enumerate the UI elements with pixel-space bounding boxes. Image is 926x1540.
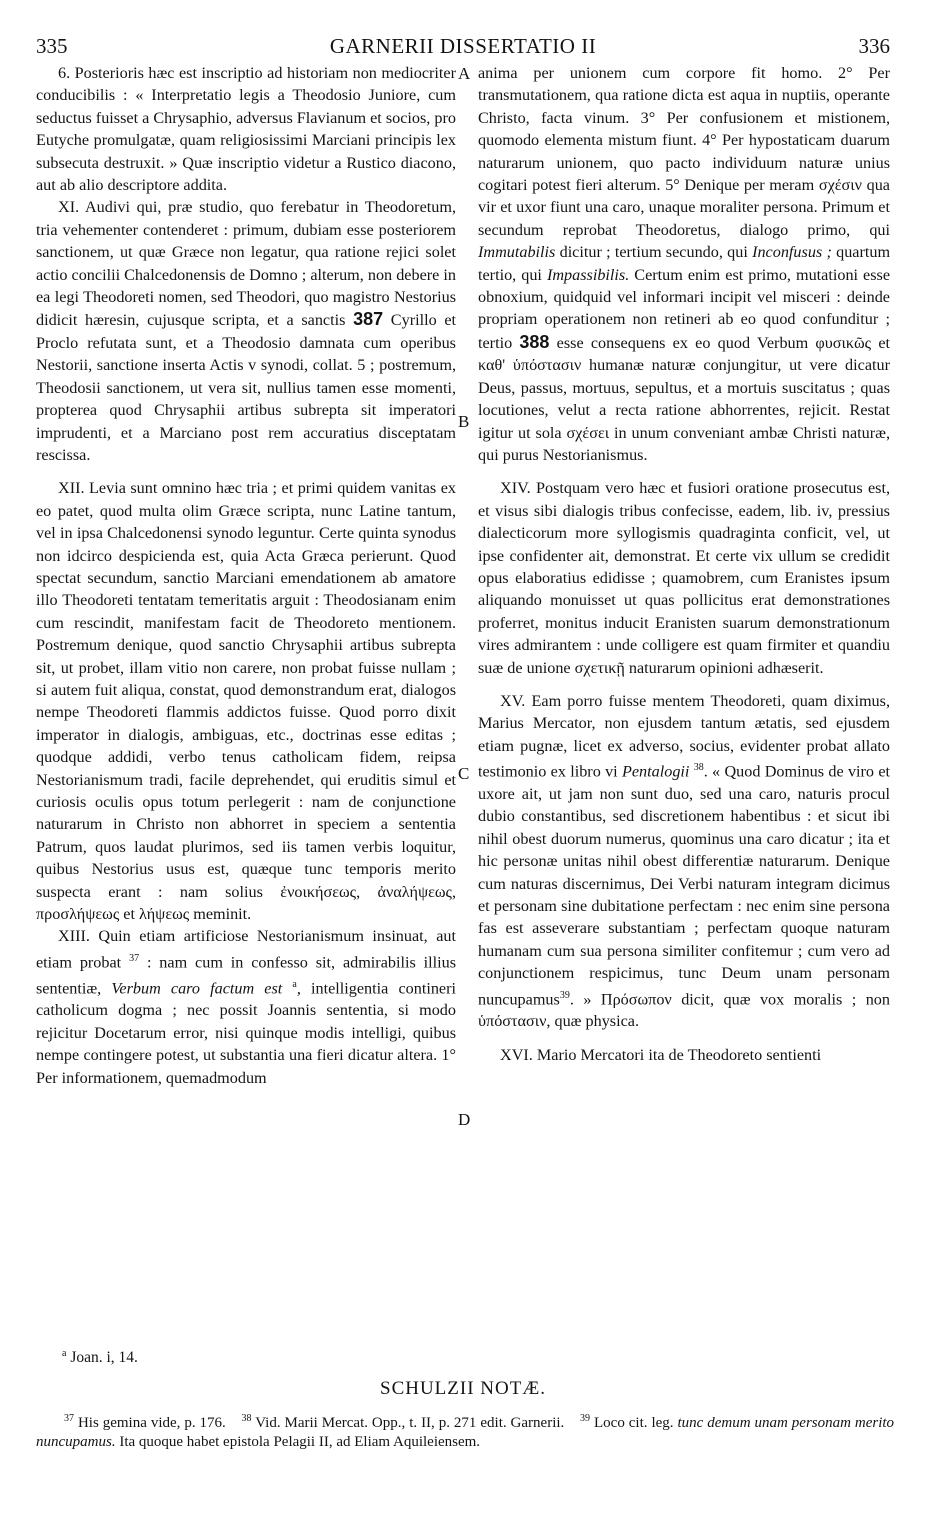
notes-text [36, 1409, 894, 1452]
margin-letter-a: A [458, 64, 471, 83]
footnote-mark: a [62, 1348, 67, 1359]
note-mark-39: 39 [580, 1413, 591, 1424]
page-header [36, 34, 890, 60]
left-page-number: 335 [36, 34, 68, 58]
footnote [62, 1348, 138, 1367]
paragraph-text: anima per unionem cum corpore fit homo. 2° Per transmutationem, qua ratione dicta est aqua in nuptiis, operante Christo, facta vinum. 3° Per confusionem et mistionem, quomodo elementa mistum fiunt. 4° Per hypostaticam duarum naturarum unionem, quo pacto individuum naturæ unius cogitari potest fieri alterum. 5° Denique per meram σχέσιν qua vir et uxor fiunt una caro, unaque moraliter persona. Primum et secundum reprobat Theodoretus, dialogo primo, qui [478, 64, 890, 239]
italic-quote: Verbum caro factum est [111, 979, 283, 998]
paragraph-text: : nam cum in confesso sit, admirabilis illius sententiæ, [36, 953, 457, 998]
paragraph-6: 6. Posterioris hæc est inscriptio ad historiam non mediocriter conducibilis : « Interpretatio legis a Theodosio Juniore, cum seductus fuisset a Chrysaphio, adversus Flavianum et socios, pro Eutyche promulgatæ, quam religiosissimi Marciani principis lex subsecuta destruxit. » Quæ inscriptio videtur a Rustico diacono, aut ab alio descriptore addita. [36, 64, 456, 195]
notes-heading: SCHULZII NOTÆ. [380, 1378, 546, 1399]
paragraph-xiv: XIV. Postquam vero hæc et fusiori oratione prosecutus est, et visus sibi dialogis tribus confecisse, eadem, lib. iv, pressius dialecticorum more syllogismis quadraginta conficit, vel, ut ipse confidenter ait, demonstrat. Et certe vix ullum se credidit opus elaboratius edidisse ; quamobrem, cum Eranistes ipsum aliquando monuisset ut quas pollicitus erat demonstrationes proferret, monitus inducit Eranisten suarum demonstrationum vires admirantem : unde colligere est quam firmiter et quandiu suæ de unione σχετικῇ naturarum opinioni adhæserit. [478, 479, 890, 677]
paragraph-text: XV. Eam porro fuisse mentem Theodoreti, quam diximus, Marius Mercator, non ejusdem tantum ætatis, sed ejusdem etiam pugnæ, licet ex adverso, socius, evidenter probat allato testimonio ex libro vi [478, 691, 890, 781]
column-number-388: 388 [519, 331, 550, 352]
footnote-text: Joan. i, 14. [70, 1349, 138, 1367]
right-column [478, 62, 890, 1066]
note-39: Loco cit. leg. [594, 1415, 674, 1431]
italic-title: Immutabilis [478, 243, 556, 262]
note-37: His gemina vide, p. 176. [77, 1415, 226, 1431]
right-page-number: 336 [858, 34, 890, 58]
paragraph-xiii [36, 925, 456, 1089]
paragraph-text: esse consequens ex eo quod Verbum φυσικῶς et καθ' ὑπόστασιν humanæ naturæ conjungitur, ut vere dicatur Deus, passus, mortuus, sepultus, et a mortuis suscitatus ; quas locutiones, velut a recta ratione abhorrentes, rejicit. Restat igitur ut sola σχέσει in unum conveniant ambæ Christi naturæ, qui purus Nestorianismus. [478, 333, 890, 464]
margin-letter-b: B [458, 412, 470, 431]
note-38: Vid. Marii Mercat. Opp., t. II, p. 271 edit. Garnerii. [255, 1415, 565, 1431]
margin-letter-c: C [458, 764, 470, 783]
paragraph-text: Certum enim est primo, mutationi esse obnoxium, quidquid vel informari incipit vel misceri : deinde propriam operationem non retineri ab eo quod confunditur ; tertio [478, 265, 891, 352]
left-column [36, 62, 456, 1089]
note-39-italic: tunc demum unam personam merito nuncupamus. [36, 1415, 895, 1450]
margin-letter-d: D [458, 1110, 471, 1129]
note-ref-37[interactable]: 37 [129, 952, 140, 964]
note-mark-38: 38 [241, 1413, 252, 1424]
paragraph-text: XI. Audivi qui, præ studio, quo ferebatur in Theodoretum, tria vehementer contenderet : primum, dubiam esse posteriorem sanctionem, ut quæ Græce non legatur, qua ratione rejici solet actio concilii Chalcedonensis de Domno ; alterum, non debere in ea legi Theodoreti nomen, sed Theodori, quo magistro Nestorius didicit hæresin, cujusque scripta, et a sanctis [36, 198, 456, 330]
paragraph-xi [36, 196, 456, 466]
footnote-ref-a[interactable]: a [292, 978, 297, 990]
note-39-cont: Ita quoque habet epistola Pelagii II, ad Eliam Aquileiensem. [119, 1434, 481, 1450]
column-number-387: 387 [353, 309, 384, 330]
note-ref-38[interactable]: 38 [693, 762, 704, 774]
italic-title: Impassibilis. [546, 265, 630, 284]
italic-title: Pentalogii [621, 762, 690, 781]
paragraph-text: quartum tertio, qui [478, 243, 891, 284]
paragraph-xv [478, 690, 890, 1033]
paragraph-text: , intelligentia contineri catholicum dogma ; nec possit Joannis sententia, si modo rejicitur Docetarum error, nisi quinque modis intelligi, quibus nempe contingere potest, ut substantia una fieri dicatur altera. 1° Per informationem, quemadmodum [36, 979, 456, 1087]
paragraph-continued [478, 62, 890, 466]
paragraph-text: dicitur ; tertium secundo, qui [559, 243, 748, 262]
paragraph-text: Cyrillo et Proclo refutata sunt, et a Theodosio damnata cum operibus Nestorii, sanctione inserta Actis v synodi, collat. 5 ; postremum, Theodosii sanctionem, ut vera sit, nullius tamen esse momenti, propterea quod Chrysaphii artibus subrepta sit imperatori imprudenti, et a Marciano post rem accuratius disceptatam rescissa. [36, 311, 457, 464]
notes-block [36, 1409, 894, 1452]
paragraph-text: XIII. Quin etiam artificiose Nestorianismum insinuat, aut etiam probat [36, 927, 456, 972]
paragraph-text: . « Quod Dominus de viro et uxore ait, ut jam non sunt duo, sed una caro, naturis procul dubio constantibus, sed discretionem habentibus : et sicut ibi nihil obest duorum numerus, quominus una caro dicatur ; ita et hic personæ unitas nihil obest differentiæ naturarum. Denique cum naturas discernimus, Dei Verbi naturam integram dicimus et personam sine dubitatione perfectam : nec enim sine persona fas est asseverare substantiam ; perfectam quoque naturam humanam cum sua persona similiter confitemur ; cum vero ad conjunctionem respicimus, tunc Deum unam personam nuncupamus [478, 762, 890, 1009]
note-mark-37: 37 [64, 1413, 74, 1424]
paragraph-xvi: XVI. Mario Mercatori ita de Theodoreto sentienti [500, 1045, 822, 1064]
italic-title: Inconfusus ; [752, 243, 832, 262]
paragraph-text: . » Πρόσωπον dicit, quæ vox moralis ; non ὑπόστασιν, quæ physica. [478, 990, 890, 1031]
running-title: GARNERII DISSERTATIO II [329, 34, 597, 58]
note-ref-39[interactable]: 39 [559, 989, 570, 1001]
paragraph-xii: XII. Levia sunt omnino hæc tria ; et primi quidem vanitas ex eo patet, quod multa olim Græce scripta, nunc Latine tantum, vel in ipsa Chalcedonensi synodo leguntur. Certe quinta synodus non idcirco despicienda est, quia Acta Græca perierunt. Quod spectat secundum, sanctio Marciani emendationem ab amatore illo Theodoreti tentatam temeritatis arguit : Theodosianam enim cum rescindit, manifestam facit de Theodoreto mentionem. Postremum denique, quod sanctio Chrysaphii artibus subrepta sit, ut probet, illam vitio non carere, non probat fuisse nullam ; si autem fuit aliqua, constat, quod demonstrandum erat, dialogos nempe Theodoreti flammis addictos fuisse. Quod porro dixit imperator in dialogis, ambiguas, etc., doctrinas esse editas ; quodque addidi, verbo tenus catholicam fidem, reipsa Nestorianismum tradi, facile deprehendet, qui eruditis simul et curiosis oculis opus totum perlegerit : nam de conjunctione naturarum in Christo non abhorret in speciem a sententia Patrum, quos laudat plurimos, sed iis tamen verbis loquitur, quibus Nestorius usus est, quæque tunc temporis merito suspecta erant : nam solius ἐνοικήσεως, ἀναλήψεως, προσλήψεως et λήψεως meminit. [36, 479, 456, 924]
